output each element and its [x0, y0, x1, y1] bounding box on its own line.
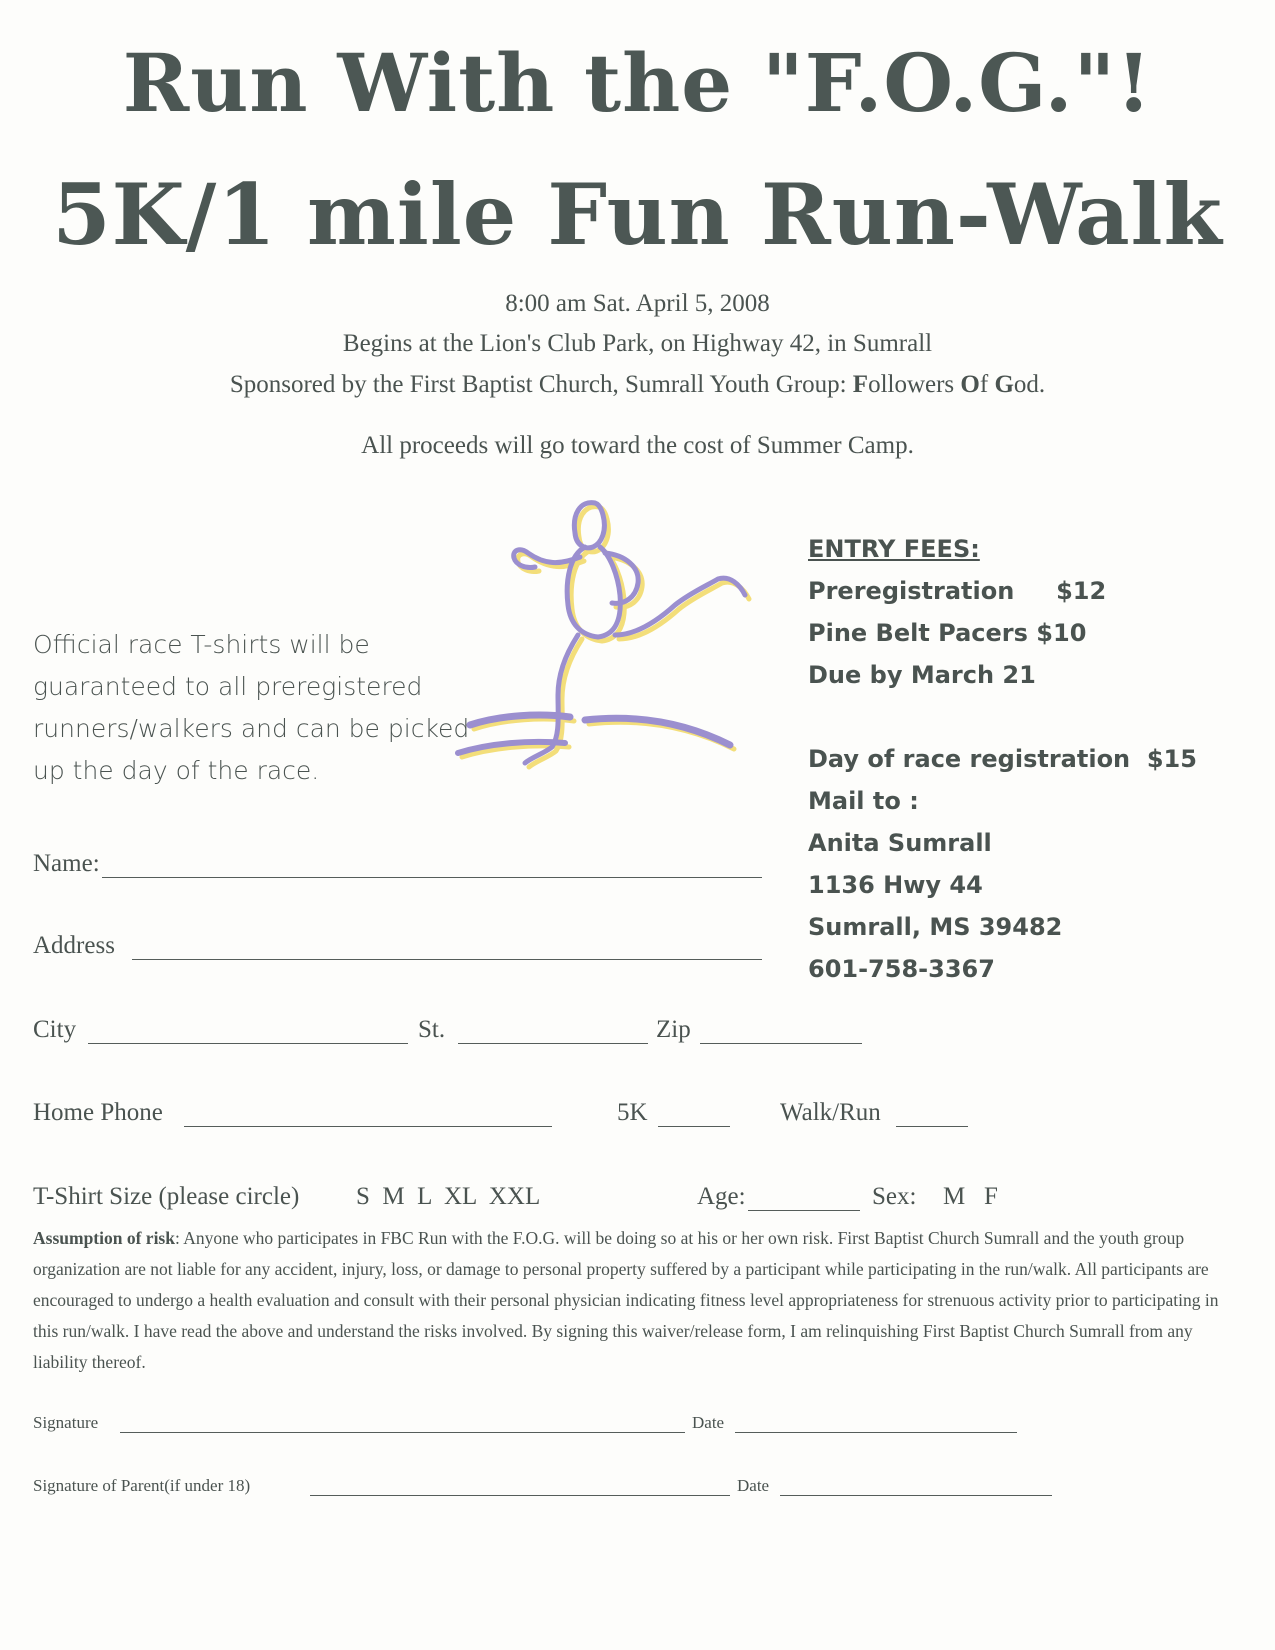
address-field[interactable]	[132, 959, 762, 960]
mail-phone: 601-758-3367	[808, 955, 995, 983]
tshirt-size-options[interactable]: S M L XL XXL	[356, 1183, 541, 1210]
state-label: St.	[418, 1016, 446, 1043]
fee-day-label: Day of race registration	[808, 745, 1131, 773]
parent-signature-field[interactable]	[310, 1495, 730, 1496]
sponsor-word-f: f	[979, 371, 995, 398]
proceeds-note: All proceeds will go toward the cost of Summer Camp.	[361, 432, 914, 459]
state-field[interactable]	[458, 1043, 648, 1044]
fee-prereg-price: $12	[1056, 577, 1107, 605]
sex-options[interactable]: M F	[943, 1183, 998, 1210]
mail-to-label: Mail to :	[808, 787, 919, 815]
signature-field[interactable]	[120, 1432, 685, 1433]
sponsor-word-od: od.	[1013, 371, 1046, 398]
city-label: City	[33, 1016, 77, 1043]
fee-preregistration	[808, 570, 1197, 612]
home-phone-field[interactable]	[184, 1126, 552, 1127]
sponsor-prefix: Sponsored by the First Baptist Church, Sumrall Youth Group:	[229, 371, 853, 398]
5k-label: 5K	[617, 1099, 648, 1126]
title-line-1: Run With the "F.O.G."!	[122, 36, 1153, 130]
home-phone-label: Home Phone	[33, 1099, 163, 1126]
zip-field[interactable]	[700, 1043, 862, 1044]
tshirt-note-line-3: runners/walkers and can be picked	[33, 714, 470, 743]
runner-illustration	[440, 495, 780, 815]
fee-due-date: Due by March 21	[808, 661, 1036, 689]
fee-prereg-label: Preregistration	[808, 577, 1015, 605]
tshirt-note-line-4: up the day of the race.	[33, 756, 320, 785]
walk-run-label: Walk/Run	[780, 1099, 881, 1126]
entry-fees	[808, 528, 1197, 990]
5k-field[interactable]	[658, 1126, 730, 1127]
waiver-heading: Assumption of risk	[33, 1228, 175, 1248]
parent-signature-label: Signature of Parent(if under 18)	[33, 1476, 251, 1495]
title-line-2: 5K/1 mile Fun Run-Walk	[52, 165, 1223, 264]
fee-day-price: $15	[1146, 745, 1197, 773]
sponsor-word-ollowers: ollowers	[868, 371, 961, 398]
waiver-text	[33, 1223, 1243, 1378]
sponsor-initial-o: O	[960, 371, 980, 398]
tshirt-size-label: T-Shirt Size (please circle)	[33, 1183, 300, 1210]
fee-pacers	[808, 612, 1197, 654]
city-field[interactable]	[88, 1043, 408, 1044]
mail-street: 1136 Hwy 44	[808, 871, 983, 899]
zip-label: Zip	[656, 1016, 691, 1043]
event-location: Begins at the Lion's Club Park, on Highway 42, in Sumrall	[342, 330, 933, 357]
name-label: Name:	[33, 850, 100, 877]
sponsor-initial-f: F	[852, 371, 869, 398]
mail-city: Sumrall, MS 39482	[808, 913, 1063, 941]
fee-pacers-price: $10	[1036, 619, 1087, 647]
date-2-label: Date	[737, 1476, 770, 1495]
name-field[interactable]	[102, 877, 762, 878]
tshirt-note-line-2: guaranteed to all preregistered	[33, 672, 423, 701]
event-sponsor	[0, 371, 1275, 399]
age-field[interactable]	[748, 1210, 860, 1211]
date-field[interactable]	[735, 1432, 1017, 1433]
address-label: Address	[33, 932, 115, 959]
fee-pacers-label: Pine Belt Pacers	[808, 619, 1028, 647]
date-2-field[interactable]	[780, 1495, 1052, 1496]
signature-label: Signature	[33, 1413, 99, 1432]
tshirt-note-line-1: Official race T-shirts will be	[33, 630, 370, 659]
sponsor-initial-g: G	[994, 371, 1014, 398]
event-time: 8:00 am Sat. April 5, 2008	[505, 290, 770, 317]
sex-label: Sex:	[872, 1183, 917, 1210]
walk-run-field[interactable]	[896, 1126, 968, 1127]
date-label: Date	[692, 1413, 725, 1432]
fee-day-of-race	[808, 738, 1197, 780]
mail-name: Anita Sumrall	[808, 829, 992, 857]
fees-header: ENTRY FEES:	[808, 535, 980, 563]
age-label: Age:	[697, 1183, 746, 1210]
tshirt-note	[33, 624, 503, 792]
waiver-body: : Anyone who participates in FBC Run with the F.O.G. will be doing so at his or her own risk. First Baptist Church Sumrall and the youth group organization are not liable for any accident, injury, loss, or damage to personal property suffered by a participant while participating in the run/walk. All participants are encouraged to undergo a health evaluation and consult with their personal physician indicating fitness level appropriateness for strenuous activity prior to participating in this run/walk. I have read the above and understand the risks involved. By signing this waiver/release form, I am relinquishing First Baptist Church Sumrall from any liability thereof.	[33, 1228, 1219, 1372]
